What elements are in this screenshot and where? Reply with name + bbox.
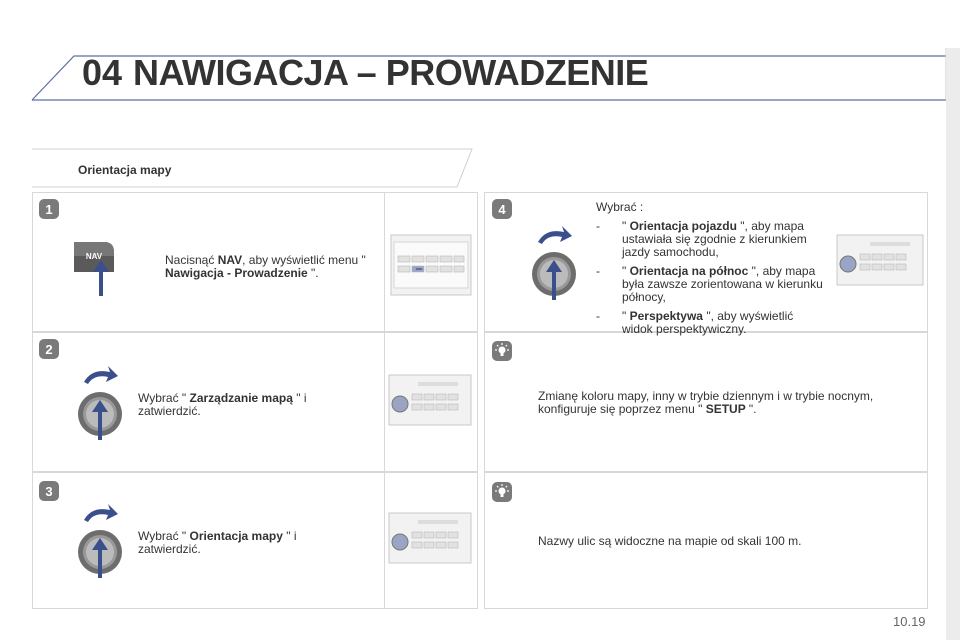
radio-panel-thumbnail	[388, 374, 472, 426]
chapter-number: 04	[82, 52, 123, 93]
step-number: 2	[45, 342, 53, 357]
step-4-intro: Wybrać :	[596, 200, 644, 214]
nav-key-label: NAV	[85, 252, 103, 261]
tip-lightbulb-icon	[491, 340, 513, 362]
page-number: 10.19	[893, 614, 926, 629]
rotary-knob-icon	[70, 504, 130, 585]
step-number: 1	[45, 202, 53, 217]
nav-key-icon	[72, 238, 122, 303]
section-title: Orientacja mapy	[78, 163, 172, 177]
orientation-options	[596, 220, 824, 336]
radio-panel-thumbnail	[836, 234, 924, 286]
rotary-knob-icon	[70, 366, 130, 447]
radio-panel-thumbnail	[390, 234, 472, 296]
step-number-badge	[491, 198, 513, 220]
tip-1-text: Zmianę koloru mapy, inny w trybie dziennym i w trybie nocnym, konfiguruje się poprzez menu " SETUP ".	[538, 389, 874, 416]
curved-arrow-icon	[84, 504, 118, 522]
tip-2-text: Nazwy ulic są widoczne na mapie od skali 100 m.	[538, 534, 802, 548]
step-number: 3	[45, 484, 53, 499]
left-divider	[384, 192, 385, 609]
tip-lightbulb-icon	[491, 481, 513, 503]
page-title: NAWIGACJA – PROWADZENIE	[133, 52, 649, 93]
step-2-text: Wybrać " Zarządzanie mapą " i zatwierdzić.	[138, 391, 307, 418]
step-number: 4	[498, 202, 506, 217]
curved-arrow-icon	[84, 366, 118, 384]
side-tab	[946, 48, 960, 640]
option-vehicle-orientation: - " Orientacja pojazdu ", aby mapa ustawiała się zgodnie z kierunkiem jazdy samochodu,	[596, 219, 807, 259]
step-number-badge	[38, 198, 60, 220]
curved-arrow-icon	[538, 226, 572, 244]
option-perspective: - " Perspektywa ", aby wyświetlić widok perspektywiczny.	[596, 309, 794, 336]
step-4-text	[596, 201, 824, 336]
step-number-badge	[38, 480, 60, 502]
page-header	[0, 0, 960, 110]
step-3-text: Wybrać " Orientacja mapy " i zatwierdzić.	[138, 529, 297, 556]
radio-panel-thumbnail	[388, 512, 472, 564]
option-north-orientation: - " Orientacja na północ ", aby mapa była zawsze zorientowana w kierunku północy,	[596, 264, 823, 304]
step-1-text: Nacisnąć NAV, aby wyświetlić menu " Nawigacja - Prowadzenie ".	[165, 253, 366, 280]
rotary-knob-icon	[524, 226, 584, 307]
step-number-badge	[38, 338, 60, 360]
